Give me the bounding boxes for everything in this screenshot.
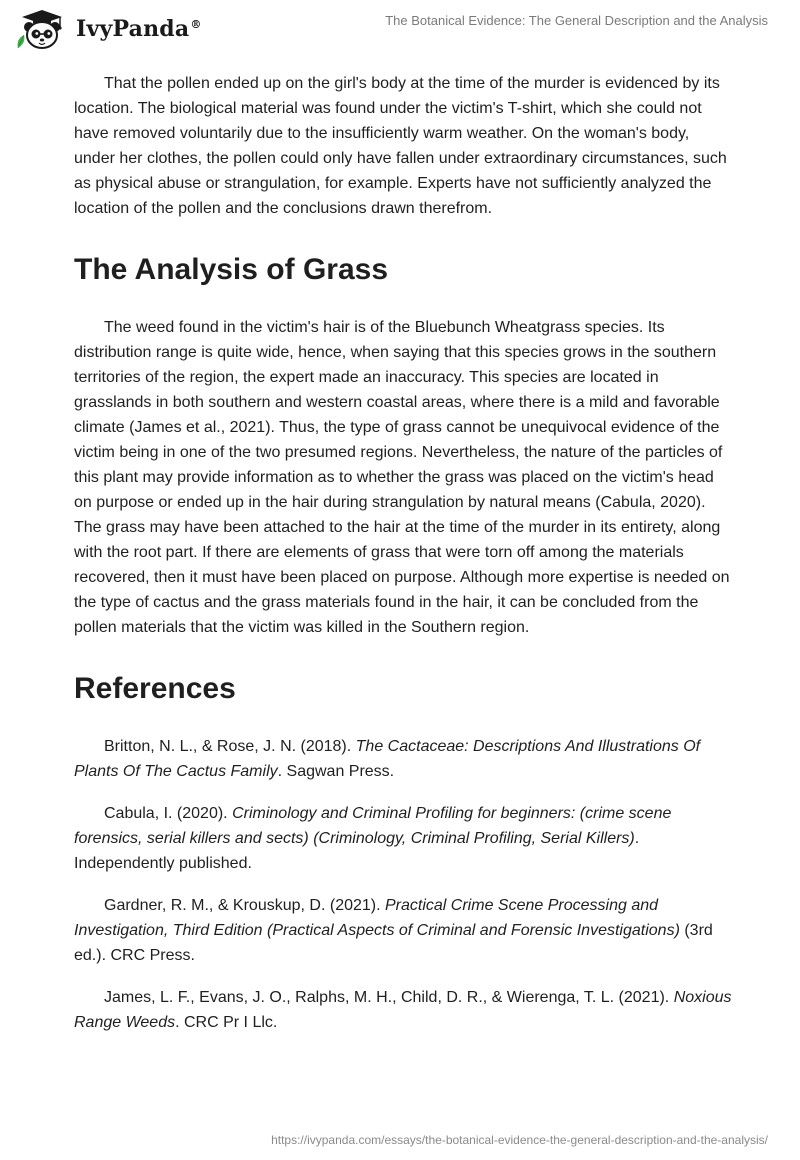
reference-authors: James, L. F., Evans, J. O., Ralphs, M. H., Child, D. R., & Wierenga, T. L. (2021). [104, 989, 674, 1006]
panda-mascot-icon [14, 8, 70, 50]
running-title: The Botanical Evidence: The General Description and the Analysis [385, 13, 768, 28]
reference-publisher: . Sagwan Press. [277, 763, 395, 780]
registered-mark: ® [190, 17, 202, 31]
reference-item [74, 801, 734, 876]
section-heading-grass: The Analysis of Grass [74, 253, 389, 286]
reference-item [74, 985, 734, 1035]
logo-text: IvyPanda [76, 16, 190, 42]
reference-publisher: . Independently published. [74, 830, 640, 872]
reference-item [74, 734, 734, 784]
reference-publisher: (3rd ed.). CRC Press. [74, 922, 713, 964]
logo-wordmark [76, 16, 202, 42]
ivypanda-logo[interactable] [14, 8, 202, 50]
footer-source-url[interactable]: https://ivypanda.com/essays/the-botanical-evidence-the-general-description-and-the-analysis/ [271, 1133, 768, 1147]
reference-title: Criminology and Criminal Profiling for beginners: (crime scene forensics, serial killers and sects) (Criminology, Criminal Profiling, Serial Killers) [74, 805, 672, 847]
page-header [0, 0, 800, 60]
references-heading: References [74, 672, 236, 705]
reference-title: The Cactaceae: Descriptions And Illustrations Of Plants Of The Cactus Family [74, 738, 701, 780]
intro-paragraph: That the pollen ended up on the girl's body at the time of the murder is evidenced by its location. The biological material was found under the victim's T-shirt, which she could not have removed voluntarily due to the insufficiently warm weather. On the woman's body, under her clothes, the pollen could only have fallen under extraordinary circumstances, such as physical abuse or strangulation, for example. Experts have not sufficiently analyzed the location of the pollen and the conclusions drawn therefrom. [74, 75, 727, 217]
reference-title: Practical Crime Scene Processing and Investigation, Third Edition (Practical Aspects of Criminal and Forensic Investigations) [74, 897, 680, 939]
reference-authors: Cabula, I. (2020). [104, 805, 233, 822]
reference-authors: Britton, N. L., & Rose, J. N. (2018). [104, 738, 356, 755]
reference-item [74, 893, 734, 968]
reference-publisher: . CRC Pr I Llc. [175, 1014, 278, 1031]
reference-authors: Gardner, R. M., & Krouskup, D. (2021). [104, 897, 385, 914]
essay-content [74, 71, 734, 1052]
grass-analysis-paragraph: The weed found in the victim's hair is of the Bluebunch Wheatgrass species. Its distribution range is quite wide, hence, when saying that this species grows in the southern territories of the region, the expert made an inaccuracy. This species are located in grasslands in both southern and western coastal areas, where there is a mild and favorable climate (James et al., 2021). Thus, the type of grass cannot be unequivocal evidence of the victim being in one of the two presumed regions. Nevertheless, the nature of the particles of this plant may provide information as to whether the grass was placed on the victim's head on purpose or ended up in the hair during strangulation by natural means (Cabula, 2020). The grass may have been attached to the hair at the time of the murder in its entirety, along with the root part. If there are elements of grass that were torn off among the materials recovered, then it must have been placed on purpose. Although more expertise is needed on the type of cactus and the grass materials found in the hair, it can be concluded from the pollen materials that the victim was killed in the Southern region. [74, 319, 730, 636]
reference-title: Noxious Range Weeds [74, 989, 732, 1031]
